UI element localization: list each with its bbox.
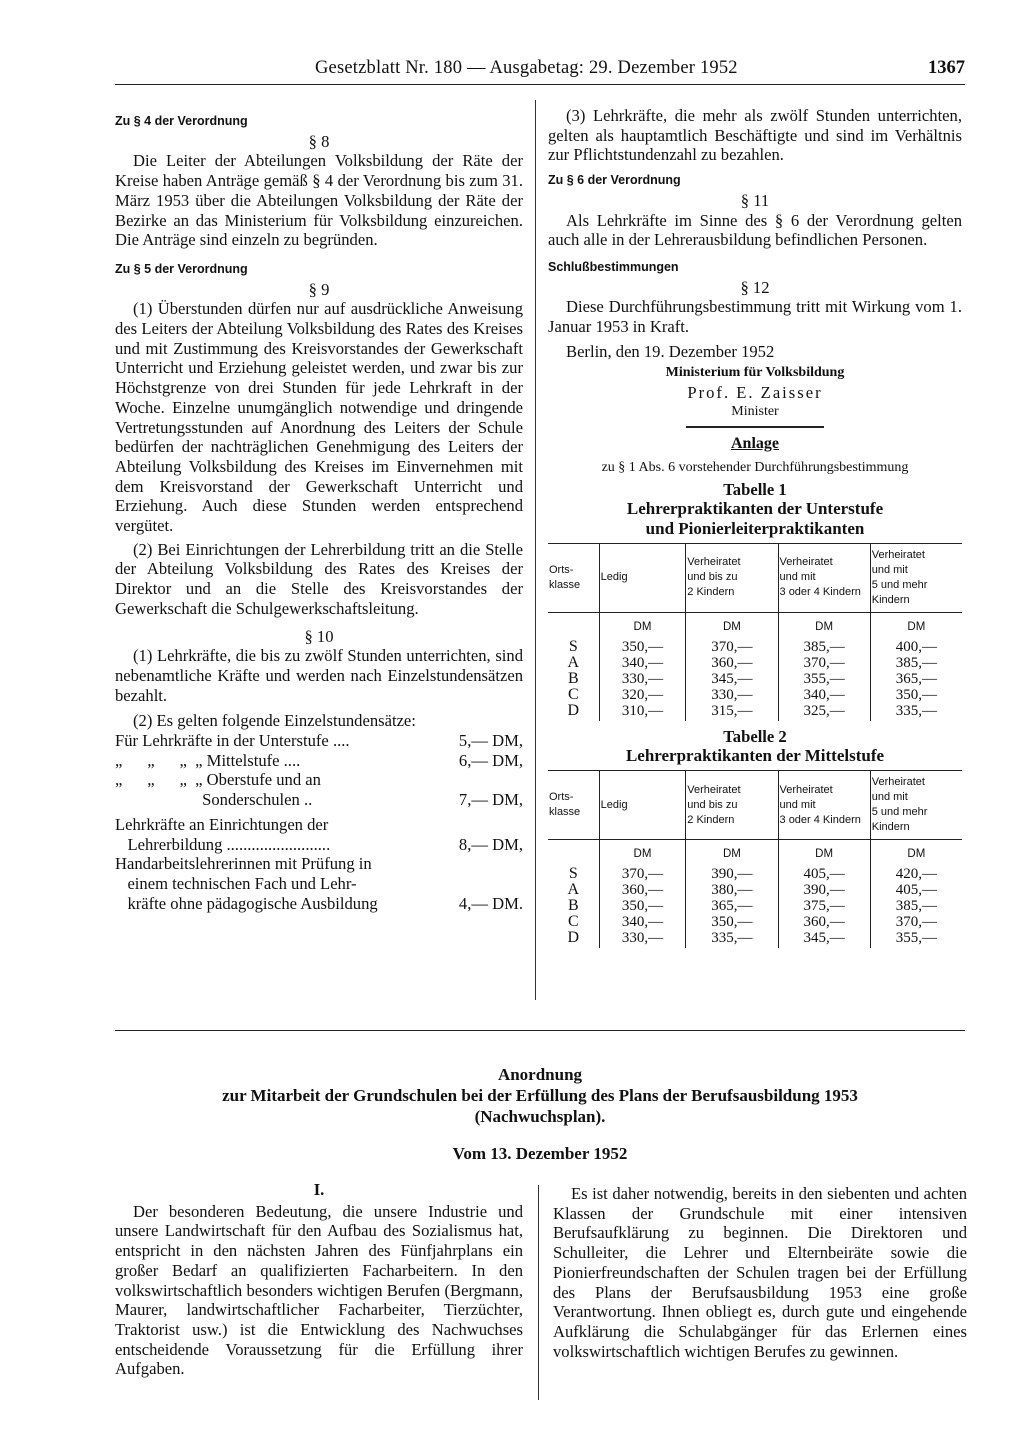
table-cell: A bbox=[567, 881, 580, 899]
table-row bbox=[548, 866, 962, 882]
signatory-role: Minister bbox=[731, 403, 779, 419]
paragraph-10-p1: (1) Lehrkräfte, die bis zu zwölf Stunden unterrichten, sind nebenamtliche Kräfte und werden nach Einzelstundensätzen bezahlt. bbox=[115, 646, 523, 705]
table-cell: DM bbox=[686, 612, 778, 639]
final-provisions-head: Schlußbestimmungen bbox=[548, 259, 679, 274]
rate-row bbox=[115, 874, 523, 894]
anordnung-title bbox=[115, 1064, 965, 1127]
table-cell bbox=[548, 840, 599, 867]
ministry-name: Ministerium für Volksbildung bbox=[665, 365, 845, 381]
paragraph-9-p2: (2) Bei Einrichtungen der Lehrerbildung tritt an die Stelle der Abteilung Volksbildung des Rates des Kreises der Direktor und an die Stelle des Kreisvorstandes der Gewerkschaft die Schulgewerkschaftsleitung. bbox=[115, 539, 523, 618]
rate-label: Lehrkräfte an Einrichtungen der bbox=[115, 814, 329, 834]
rate-label: einem technischen Fach und Lehr- bbox=[115, 873, 357, 893]
rate-value: 8,— DM, bbox=[458, 834, 523, 854]
anordnung-right-column bbox=[553, 1184, 967, 1361]
header-cell bbox=[686, 771, 778, 840]
rate-row bbox=[115, 835, 523, 855]
table-cell: 335,— bbox=[870, 703, 962, 721]
paragraph-9-title: § 9 bbox=[308, 279, 330, 299]
table-row bbox=[548, 639, 962, 655]
place-date: Berlin, den 19. Dezember 1952 bbox=[566, 341, 775, 361]
table-cell: 335,— bbox=[686, 930, 778, 948]
header-cell bbox=[548, 543, 599, 612]
rate-label: „ „ „ „ Mittelstufe .... bbox=[115, 750, 301, 770]
table-row bbox=[548, 671, 962, 687]
header-text: Orts- klasse bbox=[549, 563, 581, 591]
table-cell: 385,— bbox=[778, 639, 870, 655]
table-1-label: Tabelle 1 bbox=[723, 479, 787, 499]
salary-table-2 bbox=[548, 770, 962, 948]
table-cell: 365,— bbox=[686, 898, 778, 914]
table-cell: S bbox=[568, 865, 578, 883]
salary-table-1 bbox=[548, 543, 962, 721]
table-cell: S bbox=[568, 637, 578, 655]
anordnung-left-text: Der besonderen Bedeutung, die unsere Industrie und unsere Landwirtschaft für den Aufbau des Sozialismus hat, entspricht in den nächsten Jahren des Fünfjahrplans ein großer Bedarf an qualifizierten Facharbeitern. In den volkswirtschaftlich besonders wichtigen Berufen (Bergmann, Maurer, landwirtschaftlicher Facharbeiter, Tierzüchter, Traktorist usw.) ist die Entwicklung des Nachwuchses entscheidende Voraussetzung für die Erfüllung ihrer Aufgaben. bbox=[115, 1201, 523, 1379]
table-row bbox=[548, 655, 962, 671]
paragraph-10-p3: (3) Lehrkräfte, die mehr als zwölf Stunden unterrichten, gelten als hauptamtlich Beschäftigte und sind im Verhältnis zur Pflichtstundenzahl zu bezahlen. bbox=[548, 106, 962, 165]
paragraph-8-text: Die Leiter der Abteilungen Volksbildung der Räte der Kreise haben Anträge gemäß § 4 der Verordnung bis zum 31. März 1953 über die Abteilungen Volksbildung der Räte der Bezirke an das Ministerium für Volksbildung einzureichen. Die Anträge sind einzeln zu begründen. bbox=[115, 151, 523, 250]
rate-row bbox=[115, 815, 523, 835]
rate-row bbox=[115, 854, 523, 874]
anordnung-date: Vom 13. Dezember 1952 bbox=[452, 1144, 628, 1163]
table-cell: 350,— bbox=[599, 639, 686, 655]
table-header-row bbox=[548, 543, 962, 612]
section-divider bbox=[115, 1030, 965, 1031]
table-cell: 330,— bbox=[599, 671, 686, 687]
rate-label: kräfte ohne pädagogische Ausbildung bbox=[115, 893, 378, 913]
rate-value: 4,— DM. bbox=[458, 893, 523, 913]
table-cell: D bbox=[567, 929, 580, 947]
rate-label: Für Lehrkräfte in der Unterstufe .... bbox=[115, 731, 350, 751]
header-title: Gesetzblatt Nr. 180 — Ausgabetag: 29. Dezember 1952 bbox=[315, 58, 738, 78]
table-cell: 385,— bbox=[870, 655, 962, 671]
anordnung-section-number: I. bbox=[313, 1180, 325, 1199]
rate-row bbox=[115, 770, 523, 790]
section-ref-5: Zu § 5 der Verordnung bbox=[115, 261, 248, 276]
table-cell: DM bbox=[778, 840, 870, 867]
table-cell: 350,— bbox=[686, 914, 778, 930]
rate-row bbox=[115, 790, 523, 810]
header-text: Ledig bbox=[600, 798, 628, 811]
table-cell: A bbox=[567, 653, 580, 671]
table-cell: 420,— bbox=[870, 866, 962, 882]
rate-value: 6,— DM, bbox=[458, 750, 523, 770]
table-cell: 340,— bbox=[599, 914, 686, 930]
anordnung-title-line2: zur Mitarbeit der Grundschulen bei der Erfüllung des Plans der Berufsausbildung 1953 bbox=[222, 1086, 858, 1105]
signatory: Prof. E. Zaisser bbox=[687, 383, 823, 403]
table-cell: 350,— bbox=[599, 898, 686, 914]
header-cell bbox=[870, 771, 962, 840]
table-cell: 320,— bbox=[599, 687, 686, 703]
page-number: 1367 bbox=[928, 58, 965, 78]
rate-label: Sonderschulen .. bbox=[115, 790, 317, 810]
table-cell: 370,— bbox=[870, 914, 962, 930]
table-cell: 355,— bbox=[870, 930, 962, 948]
rate-label: Lehrerbildung ......................... bbox=[115, 834, 335, 854]
table-cell: 345,— bbox=[778, 930, 870, 948]
unit-row bbox=[548, 840, 962, 867]
header-text: Verheiratet und mit 5 und mehr Kindern bbox=[871, 548, 928, 606]
table-cell: 330,— bbox=[599, 930, 686, 948]
paragraph-11-text: Als Lehrkräfte im Sinne des § 6 der Verordnung gelten auch alle in der Lehrerausbildung befindlichen Personen. bbox=[548, 210, 962, 250]
header-cell bbox=[599, 771, 686, 840]
table-cell: DM bbox=[599, 840, 686, 867]
rate-label: „ „ „ „ Oberstufe und an bbox=[115, 770, 321, 790]
rate-label: Handarbeitslehrerinnen mit Prüfung in bbox=[115, 854, 372, 874]
signature-rule bbox=[686, 426, 824, 428]
table-cell: DM bbox=[870, 612, 962, 639]
anordnung-title-line3: (Nachwuchsplan). bbox=[474, 1107, 606, 1126]
header-cell bbox=[599, 543, 686, 612]
paragraph-9-p1: (1) Überstunden dürfen nur auf ausdrückliche Anweisung des Leiters der Abteilung Volksbildung des Rates des Kreises und mit Zustimmung des Kreisvorstandes der Gewerkschaft Unterricht und Erziehung geleistet werden, und zwar bis zur Höchstgrenze von drei Stunden für jede Lehrkraft in der Woche. Einzelne unumgänglich notwendige und dringende Vertretungsstunden auf Anordnung des Leiters der Schule bedürfen der nachträglichen Genehmigung des Leiters der Abteilung Volksbildung des Kreises im Einvernehmen mit dem Kreisvorstand der Gewerkschaft Unterricht und Erziehung. Auch diese Stunden werden entsprechend vergütet. bbox=[115, 299, 523, 536]
table-cell: 330,— bbox=[686, 687, 778, 703]
header-text: Verheiratet und mit 3 oder 4 Kindern bbox=[779, 783, 861, 826]
column-separator-lower bbox=[538, 1185, 539, 1400]
table-cell: 405,— bbox=[870, 882, 962, 898]
rate-row bbox=[115, 751, 523, 771]
table-cell: C bbox=[567, 913, 579, 931]
paragraph-12-text: Diese Durchführungsbestimmung tritt mit Wirkung vom 1. Januar 1953 in Kraft. bbox=[548, 297, 962, 337]
table-cell: DM bbox=[778, 612, 870, 639]
unit-row bbox=[548, 612, 962, 639]
table-cell: B bbox=[567, 669, 579, 687]
table-row bbox=[548, 898, 962, 914]
table-cell: 325,— bbox=[778, 703, 870, 721]
table-cell: 400,— bbox=[870, 639, 962, 655]
header-text: Verheiratet und bis zu 2 Kindern bbox=[687, 783, 741, 826]
table-cell: 375,— bbox=[778, 898, 870, 914]
header-text: Verheiratet und mit 3 oder 4 Kindern bbox=[779, 556, 861, 599]
table-header-row bbox=[548, 771, 962, 840]
rates-list bbox=[115, 731, 523, 913]
table-cell: 315,— bbox=[686, 703, 778, 721]
header-text: Ledig bbox=[600, 571, 628, 584]
table-row bbox=[548, 687, 962, 703]
section-ref-6: Zu § 6 der Verordnung bbox=[548, 173, 681, 188]
table-cell: 390,— bbox=[686, 866, 778, 882]
header-cell bbox=[778, 543, 870, 612]
header-cell bbox=[778, 771, 870, 840]
column-separator bbox=[535, 100, 536, 1000]
table-cell bbox=[548, 612, 599, 639]
table-row bbox=[548, 882, 962, 898]
rate-value: 7,— DM, bbox=[458, 790, 523, 810]
table-2-title-line1: Lehrerpraktikanten der Mittelstufe bbox=[625, 746, 885, 766]
table-cell: DM bbox=[870, 840, 962, 867]
table-cell: 345,— bbox=[686, 671, 778, 687]
table-cell: 385,— bbox=[870, 898, 962, 914]
annex-title: Anlage bbox=[731, 434, 779, 452]
table-cell: 360,— bbox=[778, 914, 870, 930]
table-cell: 350,— bbox=[870, 687, 962, 703]
table-cell: 370,— bbox=[599, 866, 686, 882]
table-cell: 370,— bbox=[778, 655, 870, 671]
header-cell bbox=[686, 543, 778, 612]
anordnung-left-column bbox=[115, 1180, 523, 1379]
header-text: Orts- klasse bbox=[549, 791, 581, 819]
table-1-title-line1: Lehrerpraktikanten der Unterstufe bbox=[626, 499, 884, 519]
table-row bbox=[548, 703, 962, 721]
table-cell: 355,— bbox=[778, 671, 870, 687]
header-text: Verheiratet und mit 5 und mehr Kindern bbox=[871, 776, 928, 834]
table-cell: 405,— bbox=[778, 866, 870, 882]
left-column bbox=[115, 112, 523, 913]
table-cell: 365,— bbox=[870, 671, 962, 687]
right-column bbox=[548, 106, 962, 948]
table-2-label: Tabelle 2 bbox=[723, 726, 787, 746]
table-cell: 370,— bbox=[686, 639, 778, 655]
table-cell: C bbox=[567, 685, 579, 703]
table-cell: B bbox=[567, 897, 579, 915]
header-rule bbox=[115, 84, 965, 85]
paragraph-11-title: § 11 bbox=[740, 190, 770, 210]
anordnung-title-line1: Anordnung bbox=[497, 1065, 583, 1084]
page-header bbox=[115, 58, 965, 82]
section-ref-4: Zu § 4 der Verordnung bbox=[115, 114, 248, 128]
table-cell: D bbox=[567, 701, 580, 719]
table-cell: 360,— bbox=[686, 655, 778, 671]
table-cell: 340,— bbox=[599, 655, 686, 671]
table-row bbox=[548, 930, 962, 948]
table-cell: DM bbox=[599, 612, 686, 639]
annex-reference: zu § 1 Abs. 6 vorstehender Durchführungsbestimmung bbox=[601, 459, 909, 475]
table-row bbox=[548, 914, 962, 930]
header-text: Verheiratet und bis zu 2 Kindern bbox=[687, 556, 741, 599]
rate-row bbox=[115, 731, 523, 751]
paragraph-8-title: § 8 bbox=[308, 131, 330, 151]
table-1-title-line2: und Pionierleiterpraktikanten bbox=[645, 518, 865, 538]
rate-value: 5,— DM, bbox=[458, 731, 523, 751]
anordnung-right-text: Es ist daher notwendig, bereits in den siebenten und achten Klassen der Grundschule mit einer intensiven Berufsaufklärung zu beginnen. Die Direktoren und Schulleiter, die Lehrer und Elternbeiräte sowie die Pionierfreundschaften der Schulen tragen bei der Erfüllung des Plans der Berufsausbildung 1953 eine große Verantwortung. Ihnen obliegt es, durch gute und eingehende Aufklärung die Schulabgänger für das Erlernen eines volkswirtschaftlich wichtigen Berufes zu gewinnen. bbox=[553, 1184, 967, 1361]
paragraph-12-title: § 12 bbox=[740, 277, 770, 297]
table-cell: 340,— bbox=[778, 687, 870, 703]
paragraph-10-title: § 10 bbox=[304, 626, 334, 646]
table-cell: 360,— bbox=[599, 882, 686, 898]
header-cell bbox=[548, 771, 599, 840]
table-cell: DM bbox=[686, 840, 778, 867]
table-cell: 390,— bbox=[778, 882, 870, 898]
header-cell bbox=[870, 543, 962, 612]
rate-row bbox=[115, 894, 523, 914]
table-cell: 310,— bbox=[599, 703, 686, 721]
paragraph-10-p2: (2) Es gelten folgende Einzelstundensätze: bbox=[133, 711, 416, 731]
table-cell: 380,— bbox=[686, 882, 778, 898]
